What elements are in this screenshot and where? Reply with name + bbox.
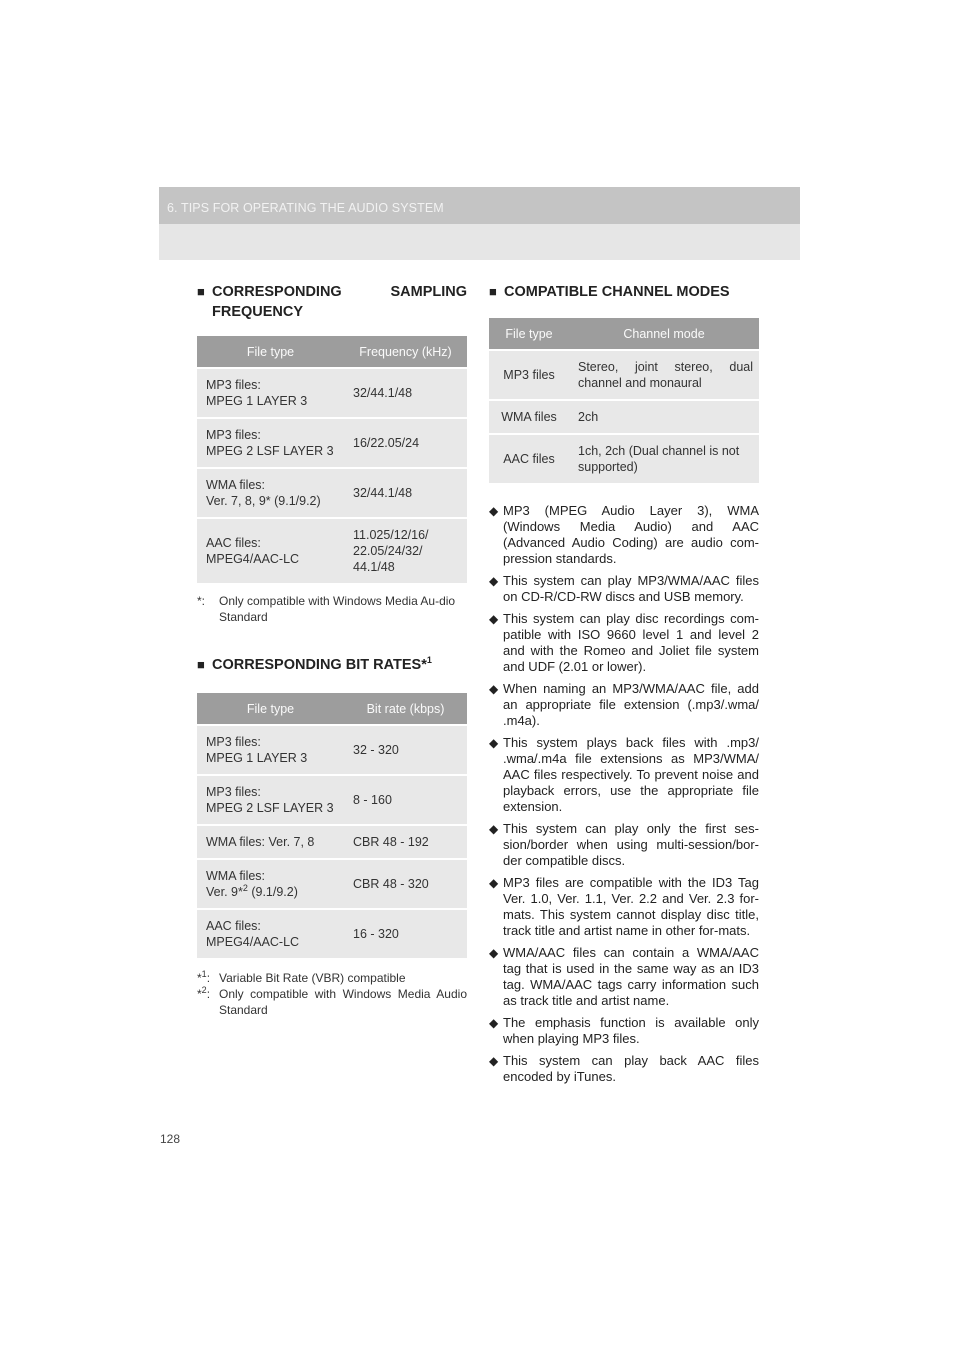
list-item: ◆ This system can play disc recordings com-patible with ISO 9660 level 1 and level 2 and with the Romeo and Joliet file system and UDF (2.01 or lower). — [489, 611, 759, 674]
footnote-text: Variable Bit Rate (VBR) compatible — [219, 971, 406, 985]
diamond-bullet-icon: ◆ — [489, 1054, 499, 1068]
list-item: ◆ This system can play only the first ses-sion/border when using multi-session/bor-der compatible discs. — [489, 821, 759, 868]
footnote-text: Only compatible with Windows Media Au-dio Standard — [219, 594, 456, 624]
sampling-heading-cont — [197, 302, 467, 322]
bitrate-cell: 16 - 320 — [344, 909, 467, 958]
table-row — [197, 468, 467, 518]
list-item: ◆ WMA/AAC files can contain a WMA/AAC tag that is used in the same way as an ID3 tag. WMA/AAC tags carry information such as track title and artist name. — [489, 945, 759, 1008]
frequency-cell: 16/22.05/24 — [344, 418, 467, 468]
table-row — [489, 400, 759, 434]
table-row — [197, 418, 467, 468]
frequency-cell: 11.025/12/16/ 22.05/24/32/ 44.1/48 — [344, 518, 467, 583]
table-row — [489, 434, 759, 483]
sampling-footnote — [197, 593, 467, 625]
list-item: ◆ This system can play MP3/WMA/AAC files on CD-R/CD-RW discs and USB memory. — [489, 573, 759, 604]
file-type-cell: WMA files — [489, 400, 569, 434]
left-column — [197, 282, 467, 1018]
table-header-row — [197, 336, 467, 368]
file-type-cell: WMA files: Ver. 9*$^2$ (9.1/9.2) — [197, 859, 344, 909]
list-item: ◆ When naming an MP3/WMA/AAC file, add an appropriate file extension (.mp3/.wma/ .m4a). — [489, 681, 759, 728]
footnote: *$^1$: Variable Bit Rate (VBR) compatible — [197, 969, 406, 985]
footnote: *$^2$: Only compatible with Windows Media Audio Standard — [197, 985, 467, 1017]
section-title: 6. TIPS FOR OPERATING THE AUDIO SYSTEM — [167, 201, 444, 215]
bitrate-cell: 8 - 160 — [344, 775, 467, 825]
diamond-bullet-icon: ◆ — [489, 736, 499, 750]
list-item: ◆ The emphasis function is available only when playing MP3 files. — [489, 1015, 759, 1046]
table-row — [197, 368, 467, 418]
bitrate-cell: CBR 48 - 192 — [344, 825, 467, 859]
sampling-heading — [197, 282, 467, 302]
page-header — [159, 187, 800, 260]
bitrate-footnotes — [197, 970, 467, 1018]
file-type-cell: MP3 files — [489, 350, 569, 400]
diamond-bullet-icon: ◆ — [489, 574, 499, 588]
diamond-bullet-icon: ◆ — [489, 1016, 499, 1030]
diamond-bullet-icon: ◆ — [489, 612, 499, 626]
footnote-mark: *: — [197, 594, 206, 608]
column-header: File type — [489, 318, 569, 350]
square-bullet-icon: ■ — [489, 284, 497, 299]
column-header: Frequency (kHz) — [344, 336, 467, 368]
square-bullet-icon: ■ — [197, 284, 205, 299]
channel-mode-cell: 2ch — [569, 400, 759, 434]
sampling-heading-line2: FREQUENCY — [212, 304, 304, 320]
list-item: ◆ This system plays back files with .mp3/ .wma/.m4a file extensions as MP3/WMA/ AAC files respectively. To prevent noise and playback errors, use the appropriate file extension. — [489, 735, 759, 814]
table-row — [197, 909, 467, 958]
bitrate-heading — [197, 655, 467, 675]
column-header: Bit rate (kbps) — [344, 693, 467, 725]
column-header: Channel mode — [569, 318, 759, 350]
channel-mode-cell: Stereo, joint stereo, dual channel and monaural — [569, 350, 759, 400]
channel-heading-text: COMPATIBLE CHANNEL MODES — [504, 284, 730, 300]
list-item: ◆ MP3 (MPEG Audio Layer 3), WMA (Windows Media Audio) and AAC (Advanced Audio Coding) are audio com-pression standards. — [489, 503, 759, 566]
right-column — [489, 282, 759, 1091]
header-strip — [159, 187, 800, 224]
file-type-cell: MP3 files: MPEG 1 LAYER 3 — [197, 368, 344, 418]
frequency-cell: 32/44.1/48 — [344, 468, 467, 518]
square-bullet-icon: ■ — [197, 657, 205, 672]
channel-table — [489, 318, 759, 483]
sampling-table — [197, 336, 467, 583]
list-item: ◆ MP3 files are compatible with the ID3 Tag Ver. 1.0, Ver. 1.1, Ver. 2.2 and Ver. 2.3 for-mats. This system cannot display disc title, track title and artist name in other for-mats. — [489, 875, 759, 938]
frequency-cell: 32/44.1/48 — [344, 368, 467, 418]
column-header: File type — [197, 336, 344, 368]
bitrate-cell: CBR 48 - 320 — [344, 859, 467, 909]
file-type-cell: WMA files: Ver. 7, 8 — [197, 825, 344, 859]
sampling-heading-line1: CORRESPONDING SAMPLING — [212, 284, 467, 300]
diamond-bullet-icon: ◆ — [489, 876, 499, 890]
table-row — [197, 518, 467, 583]
channel-mode-cell: 1ch, 2ch (Dual channel is not supported) — [569, 434, 759, 483]
table-header-row — [489, 318, 759, 350]
table-row — [197, 775, 467, 825]
bitrate-cell: 32 - 320 — [344, 725, 467, 775]
file-type-cell: AAC files — [489, 434, 569, 483]
list-item: ◆ This system can play back AAC files encoded by iTunes. — [489, 1053, 759, 1084]
file-type-cell: AAC files: MPEG4/AAC-LC — [197, 518, 344, 583]
diamond-bullet-icon: ◆ — [489, 822, 499, 836]
channel-heading — [489, 282, 759, 302]
diamond-bullet-icon: ◆ — [489, 946, 499, 960]
footnote-ref: 1 — [426, 655, 432, 666]
table-row — [489, 350, 759, 400]
file-type-cell: MP3 files: MPEG 2 LSF LAYER 3 — [197, 775, 344, 825]
table-row — [197, 725, 467, 775]
file-type-cell: MP3 files: MPEG 2 LSF LAYER 3 — [197, 418, 344, 468]
file-type-cell: WMA files: Ver. 7, 8, 9* (9.1/9.2) — [197, 468, 344, 518]
bitrate-table — [197, 693, 467, 958]
file-type-cell: MP3 files: MPEG 1 LAYER 3 — [197, 725, 344, 775]
footnote-text: Only compatible with Windows Media Audio Standard — [219, 987, 467, 1017]
table-row — [197, 859, 467, 909]
table-row — [197, 825, 467, 859]
column-header: File type — [197, 693, 344, 725]
file-type-cell: AAC files: MPEG4/AAC-LC — [197, 909, 344, 958]
table-header-row — [197, 693, 467, 725]
diamond-bullet-icon: ◆ — [489, 504, 499, 518]
bullet-list — [489, 503, 759, 1085]
page-number: 128 — [160, 1132, 181, 1146]
bitrate-heading-text: CORRESPONDING BIT RATES* — [212, 657, 427, 673]
diamond-bullet-icon: ◆ — [489, 682, 499, 696]
